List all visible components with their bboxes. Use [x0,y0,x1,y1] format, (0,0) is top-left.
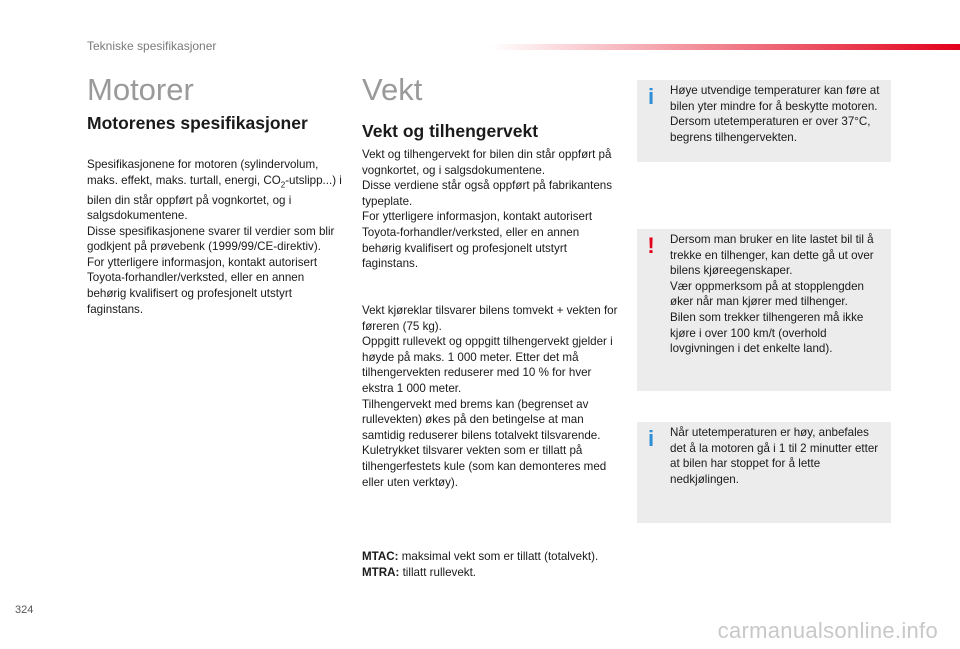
note-text: Høye utvendige temperaturer kan føre at bilen yter mindre for å beskytte motoren. Dersom utetemperaturen er over 37°C, begrens tilhengervekten. [670,84,880,144]
motor-spec-text-2: -utslipp...) i bilen din står oppført på vognkortet, og i salgsdokumentene. Disse spesifikasjonene svarer til verdier som blir godkjent på prøvebenk (1999/99/CE-direktiv). For ytterligere informasjon, kontakt autorisert Toyota-forhandler/verksted, eller en annen behørig kvalifisert og profesjonelt utstyrt faginstans. [87,173,342,316]
weight-paragraph-1: Vekt og tilhengervekt for bilen din står oppført på vognkortet, og i salgsdokumentene. Disse verdiene står også oppført på fabrikantens typeplate. For ytterligere informasjon, kontakt autorisert Toyota-forhandler/verksted, eller en annen behørig kvalifisert og profesjonelt utstyrt faginstans. [362,148,613,271]
mtac-term: MTAC: [362,550,399,563]
mtac-definition [362,549,598,565]
mtac-text: maksimal vekt som er tillatt (totalvekt). [398,550,599,563]
subsection-title-motor-spec: Motorenes spesifikasjoner [87,113,308,133]
info-icon: i [647,426,655,451]
mtra-text: tillatt rullevekt. [399,566,477,579]
info-icon: i [647,84,655,109]
co2-subscript: 2 [280,179,286,189]
watermark: carmanualsonline.info [717,618,938,643]
info-note-temperature [637,80,891,162]
warning-icon: ! [647,233,655,258]
section-title-vekt: Vekt [362,72,423,107]
info-note-cooling [637,422,891,523]
mtra-term: MTRA: [362,566,400,579]
note-text: Dersom man bruker en lite lastet bil til å trekke en tilhenger, kan dette gå ut over bilens kjøreegenskaper. Vær oppmerksom på at stopplengden øker når man kjører med tilhenger. Bilen som trekker tilhengeren må ikke kjøre i over 100 km/t (overhold lovgivningen i det enkelte land). [670,233,874,356]
page-number: 324 [15,604,34,616]
motor-spec-paragraph [87,157,342,317]
subsection-title-vekt-tilhengervekt: Vekt og tilhengervekt [362,121,539,141]
weight-paragraph-2: Vekt kjøreklar tilsvarer bilens tomvekt + vekten for føreren (75 kg). Oppgitt rullevekt og oppgitt tilhengervekt gjelder i høyde på maks. 1 000 meter. Etter det må tilhengervekten reduserer med 10 % for hver ekstra 1 000 meter. Tilhengervekt med brems kan (begrenset av rullevekten) økes på den betingelse at man samtidig reduserer bilens totalvekt tilsvarende. Kuletrykket tilsvarer vekten som er tillatt på tilhengerfestets kule (som kan demonteres med eller uten verktøy). [362,304,618,489]
header-accent-bar [490,44,960,50]
section-title-motorer: Motorer [87,72,194,107]
mtra-definition [362,565,476,581]
note-text: Når utetemperaturen er høy, anbefales det å la motoren gå i 1 til 2 minutter etter at bilen har stoppet for å lette nedkjølingen. [670,426,879,486]
motor-spec-text-1: Spesifikasjonene for motoren (sylindervolum, maks. effekt, maks. turtall, energi, CO [87,158,319,187]
page-header-title: Tekniske spesifikasjoner [87,39,217,53]
warning-note-towing [637,229,891,391]
